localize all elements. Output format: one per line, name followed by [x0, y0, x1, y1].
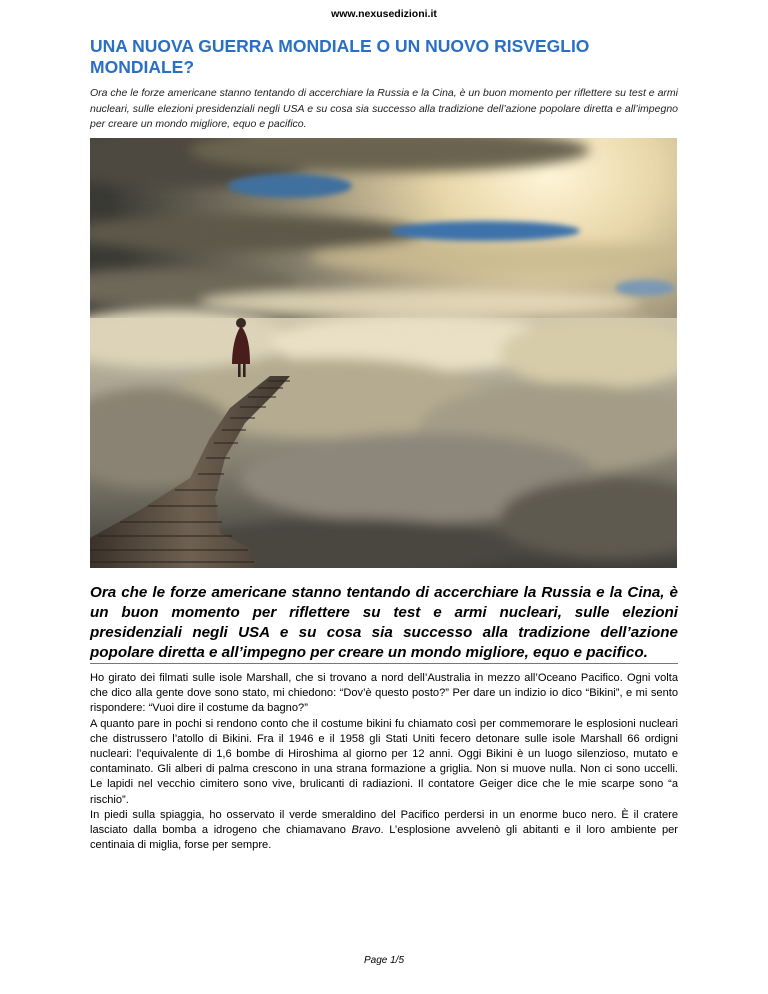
page-number: Page 1/5	[363, 955, 405, 966]
body-paragraph: Ho girato dei filmati sulle isole Marshall, che si trovano a nord dell’Australia in mezzo all’Oceano Pacifico. Ogni volta che dico alla gente dove sono stato, mi chiedono: “Dov’è questo posto?” Per dare un indizio io dico “Bikini”, e mi sento rispondere: “Vuoi dire il costume da bagno?”	[90, 672, 678, 715]
emphasis-bravo: Bravo	[351, 824, 381, 837]
body-paragraph: In piedi sulla spiaggia, ho osservato il verde smeraldino del Pacifico perdersi in un enorme buco nero. È il cratere lasciato dalla bomba a idrogeno che chiamavano Bravo. L’esplosione avvelenò gli abitanti e il loro ambiente per centinaia di miglia, forse per sempre.	[90, 808, 678, 852]
lead-paragraph: Ora che le forze americane stanno tentando di accerchiare la Russia e la Cina, è un buon momento per riflettere su test e armi nucleari, sulle elezioni presidenziali negli USA e su cosa sia successo alla tradizione dell’azione popolare diretta e all’impegno per creare un mondo migliore, equo e pacifico.	[90, 584, 678, 661]
divider	[90, 663, 678, 664]
body-paragraph: A quanto pare in pochi si rendono conto che il costume bikini fu chiamato così per commemorare le esplosioni nucleari che distrussero l’atollo di Bikini. Fra il 1946 e il 1958 gli Stati Uniti fecero detonare sulle isole Marshall 66 ordigni nucleari: l’equivalente di 1,6 bombe di Hiroshima al giorno per 12 anni. Oggi Bikini è un luogo silenzioso, mutato e contaminato. Gli alberi di palma crescono in una strana formazione a griglia. Non si muove nulla. Non ci sono uccelli. Le lapidi nel vecchio cimitero sono vive, brulicanti di radiazioni. Il contatore Geiger dice che le mie scarpe sono “a rischio”.	[90, 717, 678, 806]
hero-image	[90, 138, 677, 568]
article-title: UNA NUOVA GUERRA MONDIALE O UN NUOVO RISVEGLIO MONDIALE?	[90, 36, 590, 77]
site-url: www.nexusedizioni.it	[331, 8, 437, 20]
article-summary: Ora che le forze americane stanno tentando di accerchiare la Russia e la Cina, è un buon momento per riflettere su test e armi nucleari, sulle elezioni presidenziali negli USA e su cosa sia successo alla tradizione dell’azione popolare diretta e all’impegno per creare un mondo migliore, equo e pacifico.	[90, 87, 678, 130]
article-body	[90, 671, 678, 853]
